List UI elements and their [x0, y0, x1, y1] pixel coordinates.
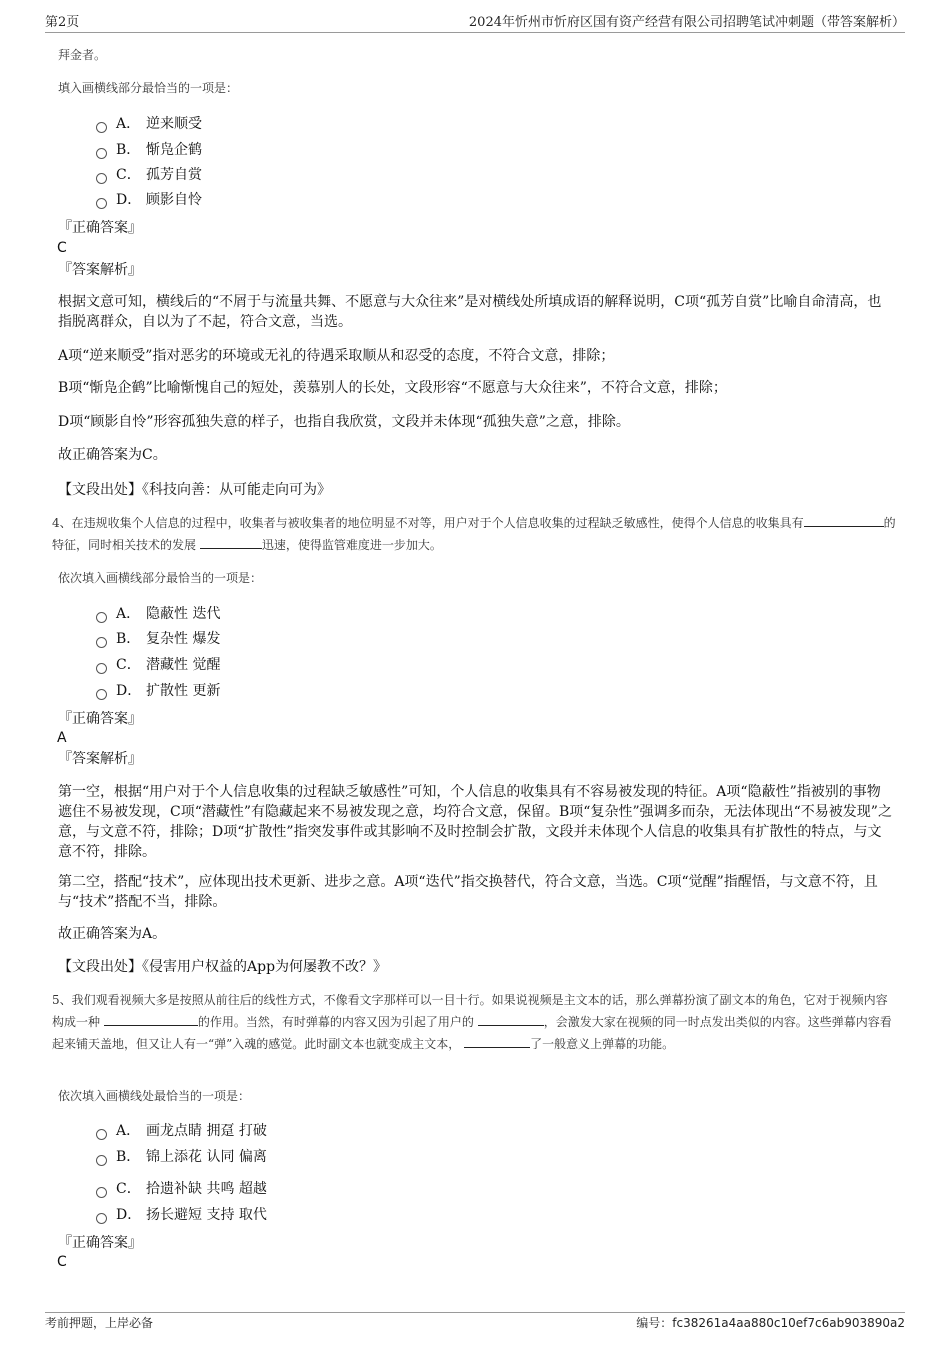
q4-option-b[interactable]: B． 复杂性 爆发 — [96, 630, 220, 648]
radio-icon[interactable] — [96, 1187, 107, 1198]
q4-option-d[interactable]: D． 扩散性 更新 — [96, 682, 220, 700]
radio-icon[interactable] — [96, 637, 107, 648]
radio-icon[interactable] — [96, 663, 107, 674]
header-divider — [45, 32, 905, 33]
q3-prompt: 填入画横线部分最恰当的一项是： — [58, 81, 239, 95]
q3-option-b[interactable]: B． 惭凫企鹤 — [96, 141, 202, 159]
q5-blank-1 — [104, 1011, 198, 1026]
document-code-label: 编号： — [636, 1316, 673, 1330]
radio-icon[interactable] — [96, 122, 107, 133]
q5-option-d[interactable]: D． 扬长避短 支持 取代 — [96, 1206, 267, 1224]
radio-icon[interactable] — [96, 612, 107, 623]
document-code — [636, 1315, 905, 1331]
q4-blank-2 — [200, 534, 262, 549]
radio-icon[interactable] — [96, 148, 107, 159]
q4-analysis-label: 『答案解析』 — [58, 751, 142, 767]
radio-icon[interactable] — [96, 1213, 107, 1224]
q4-source: 【文段出处】《侵害用户权益的App为何屡教不改？》 — [58, 959, 388, 975]
q5-answer-label: 『正确答案』 — [58, 1235, 142, 1251]
q4-option-a[interactable]: A． 隐蔽性 迭代 — [96, 605, 220, 623]
q4-analysis-paragraph: 第二空，搭配“技术”，应体现出技术更新、进步之意。A项“迭代”指交换替代，符合文意，当选。C项“觉醒”指醒悟，与文意不符，且与“技术”搭配不当，排除。 — [58, 874, 878, 910]
q4-option-c[interactable]: C． 潜藏性 觉醒 — [96, 656, 220, 674]
q3-source: 【文段出处】《科技向善：从可能走向可为》 — [58, 482, 331, 498]
q3-analysis-paragraph: D项“顾影自怜”形容孤独失意的样子，也指自我欣赏，文段并未体现“孤独失意”之意，排除。 — [58, 414, 630, 430]
q3-analysis-paragraph: A项“逆来顺受”指对恶劣的环境或无礼的待遇采取顺从和忍受的态度，不符合文意，排除； — [58, 348, 615, 364]
q3-answer: C — [57, 240, 67, 256]
footer-slogan: 考前押题，上岸必备 — [45, 1316, 154, 1330]
q5-option-c[interactable]: C． 拾遗补缺 共鸣 超越 — [96, 1180, 267, 1198]
q3-analysis-label: 『答案解析』 — [58, 262, 142, 278]
q5-option-a[interactable]: A． 画龙点睛 拥趸 打破 — [96, 1122, 267, 1140]
footer-divider — [45, 1312, 905, 1313]
q4-answer-label: 『正确答案』 — [58, 711, 142, 727]
radio-icon[interactable] — [96, 689, 107, 700]
q5-answer: C — [57, 1254, 67, 1270]
q4-analysis-paragraph: 第一空，根据“用户对于个人信息收集的过程缺乏敏感性”可知，个人信息的收集具有不容易被发现的特征。A项“隐蔽性”指被别的事物遮住不易被发现，C项“潜藏性”有隐藏起来不易被发现之意，均符合文意，保留。B项“复杂性”强调多而杂，无法体现出“不易被发现”之意，与文意不符，排除；D项“扩散性”指突发事件或其影响不及时控制会扩散，文段并未体现个人信息的收集具有扩散性的特点，与文意不符，排除。 — [58, 784, 892, 860]
q5-blank-2 — [478, 1011, 544, 1026]
q3-conclusion: 故正确答案为C。 — [58, 447, 167, 463]
q3-stem-fragment: 拜金者。 — [58, 48, 107, 62]
q3-option-c[interactable]: C． 孤芳自赏 — [96, 166, 202, 184]
q4-stem: 4、在违规收集个人信息的过程中，收集者与被收集者的地位明显不对等，用户对于个人信息收集的过程缺乏敏感性，使得个人信息的收集具有 的特征，同时相关技术的发展 迅速，使得监管难度进一步加大。 — [52, 512, 897, 556]
document-title: 2024年忻州市忻府区国有资产经营有限公司招聘笔试冲刺题（带答案解析） — [468, 15, 905, 30]
radio-icon[interactable] — [96, 198, 107, 209]
q4-answer: A — [57, 730, 67, 746]
q4-conclusion: 故正确答案为A。 — [58, 926, 167, 942]
radio-icon[interactable] — [96, 1155, 107, 1166]
q3-option-d[interactable]: D． 顾影自怜 — [96, 191, 202, 209]
q3-analysis-paragraph: 根据文意可知，横线后的“不屑于与流量共舞、不愿意与大众往来”是对横线处所填成语的解释说明，C项“孤芳自赏”比喻自命清高，也指脱离群众，自以为了不起，符合文意，当选。 — [58, 294, 882, 330]
q5-prompt: 依次填入画横线处最恰当的一项是： — [58, 1089, 251, 1103]
q3-answer-label: 『正确答案』 — [58, 220, 142, 236]
q5-blank-3 — [464, 1033, 530, 1048]
q3-analysis-paragraph: B项“惭凫企鹤”比喻惭愧自己的短处，羡慕别人的长处，文段形容“不愿意与大众往来”，不符合文意，排除； — [58, 380, 727, 396]
q4-prompt: 依次填入画横线部分最恰当的一项是： — [58, 571, 263, 585]
q5-stem: 5、我们观看视频大多是按照从前往后的线性方式，不像看文字那样可以一目十行。如果说视频是主文本的话，那么弹幕扮演了副文本的角色，它对于视频内容构成一种 的作用。当然，有时弹幕的内容又因为引起了用户的 ，会激发大家在视频的同一时点发出类似的内容。这些弹幕内容看起来铺天盖地，但又让人有一“弹”入魂的感觉。此时副文本也就变成主文本， 了一般意义上弹幕的功能。 — [52, 993, 892, 1051]
radio-icon[interactable] — [96, 173, 107, 184]
q3-option-a[interactable]: A． 逆来顺受 — [96, 115, 202, 133]
radio-icon[interactable] — [96, 1129, 107, 1140]
document-code-value: fc38261a4aa880c10ef7c6ab903890a2 — [672, 1316, 905, 1330]
q5-option-b[interactable]: B． 锦上添花 认同 偏离 — [96, 1148, 267, 1166]
page-number: 第2页 — [45, 15, 80, 30]
q4-blank-1 — [804, 512, 884, 527]
